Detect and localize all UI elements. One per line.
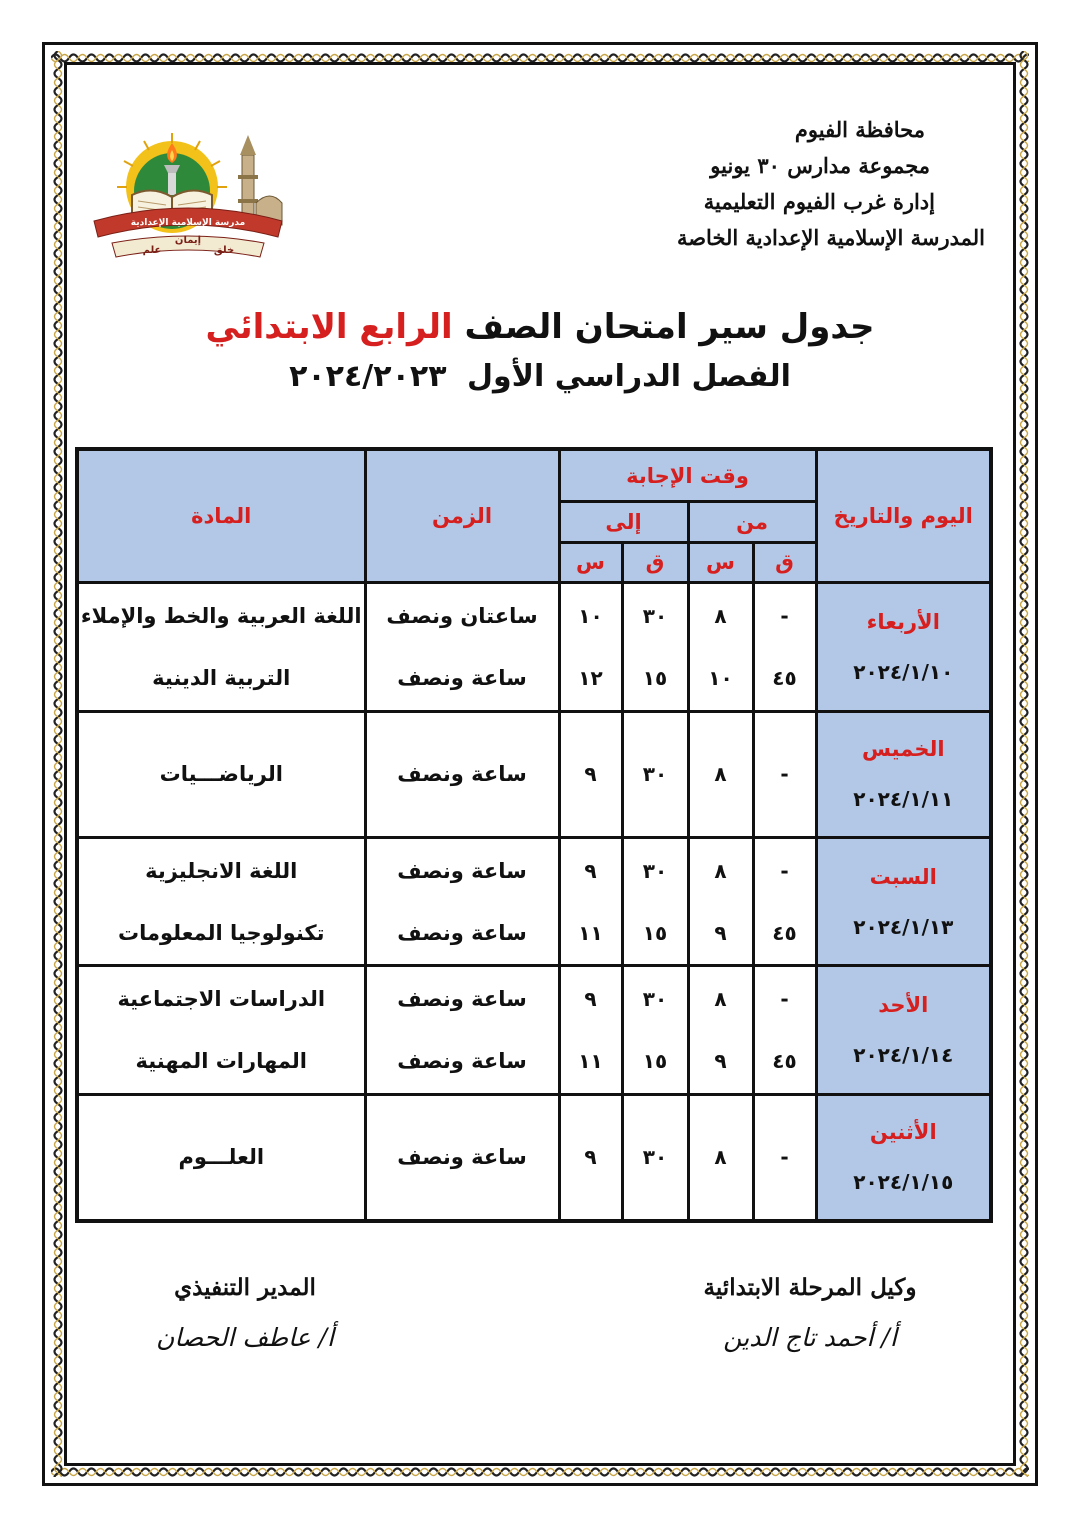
from-hour-value: ٩: [714, 1049, 727, 1074]
subject-cell: [77, 966, 365, 1094]
from-minute-cell: [753, 583, 816, 711]
school-header: [677, 112, 985, 256]
duration-value: ساعة ونصف: [397, 920, 527, 945]
duration-cell: [365, 838, 559, 966]
day-name: الأثنين: [869, 1120, 937, 1145]
duration-value: ساعتان ونصف: [386, 603, 538, 628]
schedule-row: [77, 583, 991, 711]
from-hour-cell: [688, 838, 753, 966]
schedule-row: [77, 1094, 991, 1221]
header-answer-time: وقت الإجابة: [559, 449, 816, 502]
signature-vice-principal: [680, 1268, 940, 1368]
day-name: السبت: [869, 864, 937, 889]
exam-date: ٢٠٢٤/١/١٤: [853, 1043, 954, 1068]
from-hour-value: ٨: [714, 858, 727, 883]
to-hour-value: ٩: [584, 1145, 597, 1170]
to-minute-cell: [622, 838, 688, 966]
header-from: من: [688, 502, 816, 542]
from-minute-value: -: [780, 762, 789, 787]
day-name: الأحد: [878, 993, 929, 1018]
ribbon-words: [112, 235, 264, 257]
subject-value: الدراسات الاجتماعية: [117, 987, 326, 1012]
to-hour-value: ٩: [584, 858, 597, 883]
to-hour-cell: [559, 1094, 622, 1221]
duration-cell: [365, 583, 559, 711]
vice-principal-role: وكيل المرحلة الابتدائية: [703, 1274, 917, 1301]
governorate-label: محافظة الفيوم: [794, 117, 925, 142]
to-hour-cell: [559, 966, 622, 1094]
from-minute-value: -: [780, 1145, 789, 1170]
from-hour-cell: [688, 1094, 753, 1221]
to-hour-cell: [559, 583, 622, 711]
to-minute-cell: [622, 966, 688, 1094]
to-minute-cell: [622, 1094, 688, 1221]
from-minute-value: ٤٥: [772, 920, 797, 945]
subject-value: التربية الدينية: [152, 665, 291, 690]
svg-text:إيمان: إيمان: [174, 235, 202, 246]
from-minute-value: -: [780, 987, 789, 1012]
schedule-row: [77, 838, 991, 966]
header-from-minute: ق: [753, 542, 816, 582]
to-minute-value: ٣٠: [642, 987, 668, 1012]
day-date-cell: [816, 966, 991, 1094]
school-name-label: المدرسة الإسلامية الإعدادية الخاصة: [676, 225, 985, 250]
schedule-row: [77, 711, 991, 837]
term-title: [100, 354, 980, 400]
executive-director-name: أ/ عاطف الحصان: [156, 1323, 334, 1352]
subject-cell: [77, 838, 365, 966]
grade-name: الرابع الابتدائي: [205, 307, 453, 347]
day-date-cell: [816, 583, 991, 711]
to-hour-value: ٩: [584, 762, 597, 787]
signature-executive-director: [145, 1268, 345, 1368]
to-hour-cell: [559, 838, 622, 966]
to-minute-value: ٣٠: [642, 603, 668, 628]
to-hour-value: ١١: [578, 920, 603, 945]
from-hour-cell: [688, 966, 753, 1094]
header-to-minute: ق: [622, 542, 688, 582]
day-name: الأربعاء: [866, 609, 940, 634]
svg-text:علم: علم: [142, 245, 162, 256]
from-hour-value: ٨: [714, 762, 727, 787]
to-minute-value: ١٥: [642, 665, 668, 690]
vice-principal-name: أ/ أحمد تاج الدين: [723, 1323, 897, 1352]
administration-label: إدارة غرب الفيوم التعليمية: [703, 189, 935, 214]
duration-cell: [365, 966, 559, 1094]
from-minute-value: -: [780, 858, 789, 883]
to-hour-value: ٩: [584, 987, 597, 1012]
from-minute-cell: [753, 966, 816, 1094]
from-hour-value: ٩: [714, 920, 727, 945]
schedule-row: [77, 966, 991, 1094]
subject-cell: [77, 711, 365, 837]
mosque-minaret-icon: [238, 135, 282, 225]
to-minute-value: ٣٠: [642, 762, 668, 787]
to-minute-value: ١٥: [642, 1049, 668, 1074]
duration-cell: [365, 711, 559, 837]
day-date-cell: [816, 1094, 991, 1221]
subject-value: اللغة العربية والخط والإملاء: [80, 603, 362, 628]
from-hour-value: ٨: [714, 1145, 727, 1170]
subject-cell: [77, 583, 365, 711]
day-name: الخميس: [861, 737, 945, 762]
header-to-hour: س: [559, 542, 622, 582]
header-from-hour: س: [688, 542, 753, 582]
term-label: الفصل الدراسي الأول: [466, 359, 791, 394]
from-hour-value: ٨: [714, 603, 727, 628]
exam-date: ٢٠٢٤/١/١٠: [853, 659, 954, 684]
day-date-cell: [816, 838, 991, 966]
duration-cell: [365, 1094, 559, 1221]
header-subject: المادة: [77, 449, 365, 583]
executive-director-role: المدير التنفيذي: [174, 1274, 316, 1301]
exam-date: ٢٠٢٤/١/١٥: [853, 1170, 954, 1195]
from-minute-value: -: [780, 603, 789, 628]
from-hour-value: ٨: [714, 987, 727, 1012]
subject-value: العلـــوم: [178, 1145, 265, 1170]
duration-value: ساعة ونصف: [397, 858, 527, 883]
from-minute-cell: [753, 1094, 816, 1221]
duration-value: ساعة ونصف: [397, 665, 527, 690]
subject-cell: [77, 1094, 365, 1221]
from-minute-value: ٤٥: [772, 665, 797, 690]
to-minute-value: ٣٠: [642, 858, 668, 883]
academic-year: ٢٠٢٤/٢٠٢٣: [289, 359, 447, 394]
schedule-title: [100, 300, 980, 354]
exam-date: ٢٠٢٤/١/١١: [853, 787, 954, 812]
exam-schedule-table: [75, 447, 993, 1223]
to-minute-value: ١٥: [642, 920, 668, 945]
from-hour-value: ١٠: [708, 665, 733, 690]
to-hour-value: ١١: [578, 1049, 603, 1074]
duration-value: ساعة ونصف: [397, 1145, 527, 1170]
header-duration: الزمن: [365, 449, 559, 583]
from-hour-cell: [688, 583, 753, 711]
subject-value: المهارات المهنية: [135, 1049, 308, 1074]
svg-text:خلق: خلق: [213, 245, 235, 256]
to-minute-cell: [622, 711, 688, 837]
from-minute-cell: [753, 711, 816, 837]
subject-value: اللغة الانجليزية: [145, 858, 298, 883]
school-logo: [92, 125, 284, 260]
exam-date: ٢٠٢٤/١/١٣: [853, 914, 954, 939]
header-day-date: اليوم والتاريخ: [816, 449, 991, 583]
to-minute-value: ٣٠: [642, 1145, 668, 1170]
to-hour-cell: [559, 711, 622, 837]
duration-value: ساعة ونصف: [397, 987, 527, 1012]
from-hour-cell: [688, 711, 753, 837]
from-minute-cell: [753, 838, 816, 966]
schedule-titles: [100, 300, 980, 400]
subject-value: تكنولوجيا المعلومات: [117, 920, 325, 945]
svg-text:مدرسة الإسلامية الإعدادية: مدرسة الإسلامية الإعدادية: [130, 218, 246, 228]
to-hour-value: ١٠: [578, 603, 603, 628]
day-date-cell: [816, 711, 991, 837]
to-minute-cell: [622, 583, 688, 711]
duration-value: ساعة ونصف: [397, 762, 527, 787]
school-group-label: مجموعة مدارس ٣٠ يونيو: [710, 153, 930, 178]
title-prefix: جدول سير امتحان الصف: [464, 307, 875, 347]
header-to: إلى: [559, 502, 688, 542]
duration-value: ساعة ونصف: [397, 1049, 527, 1074]
subject-value: الرياضـــيات: [159, 762, 283, 787]
to-hour-value: ١٢: [578, 665, 603, 690]
from-minute-value: ٤٥: [772, 1049, 797, 1074]
